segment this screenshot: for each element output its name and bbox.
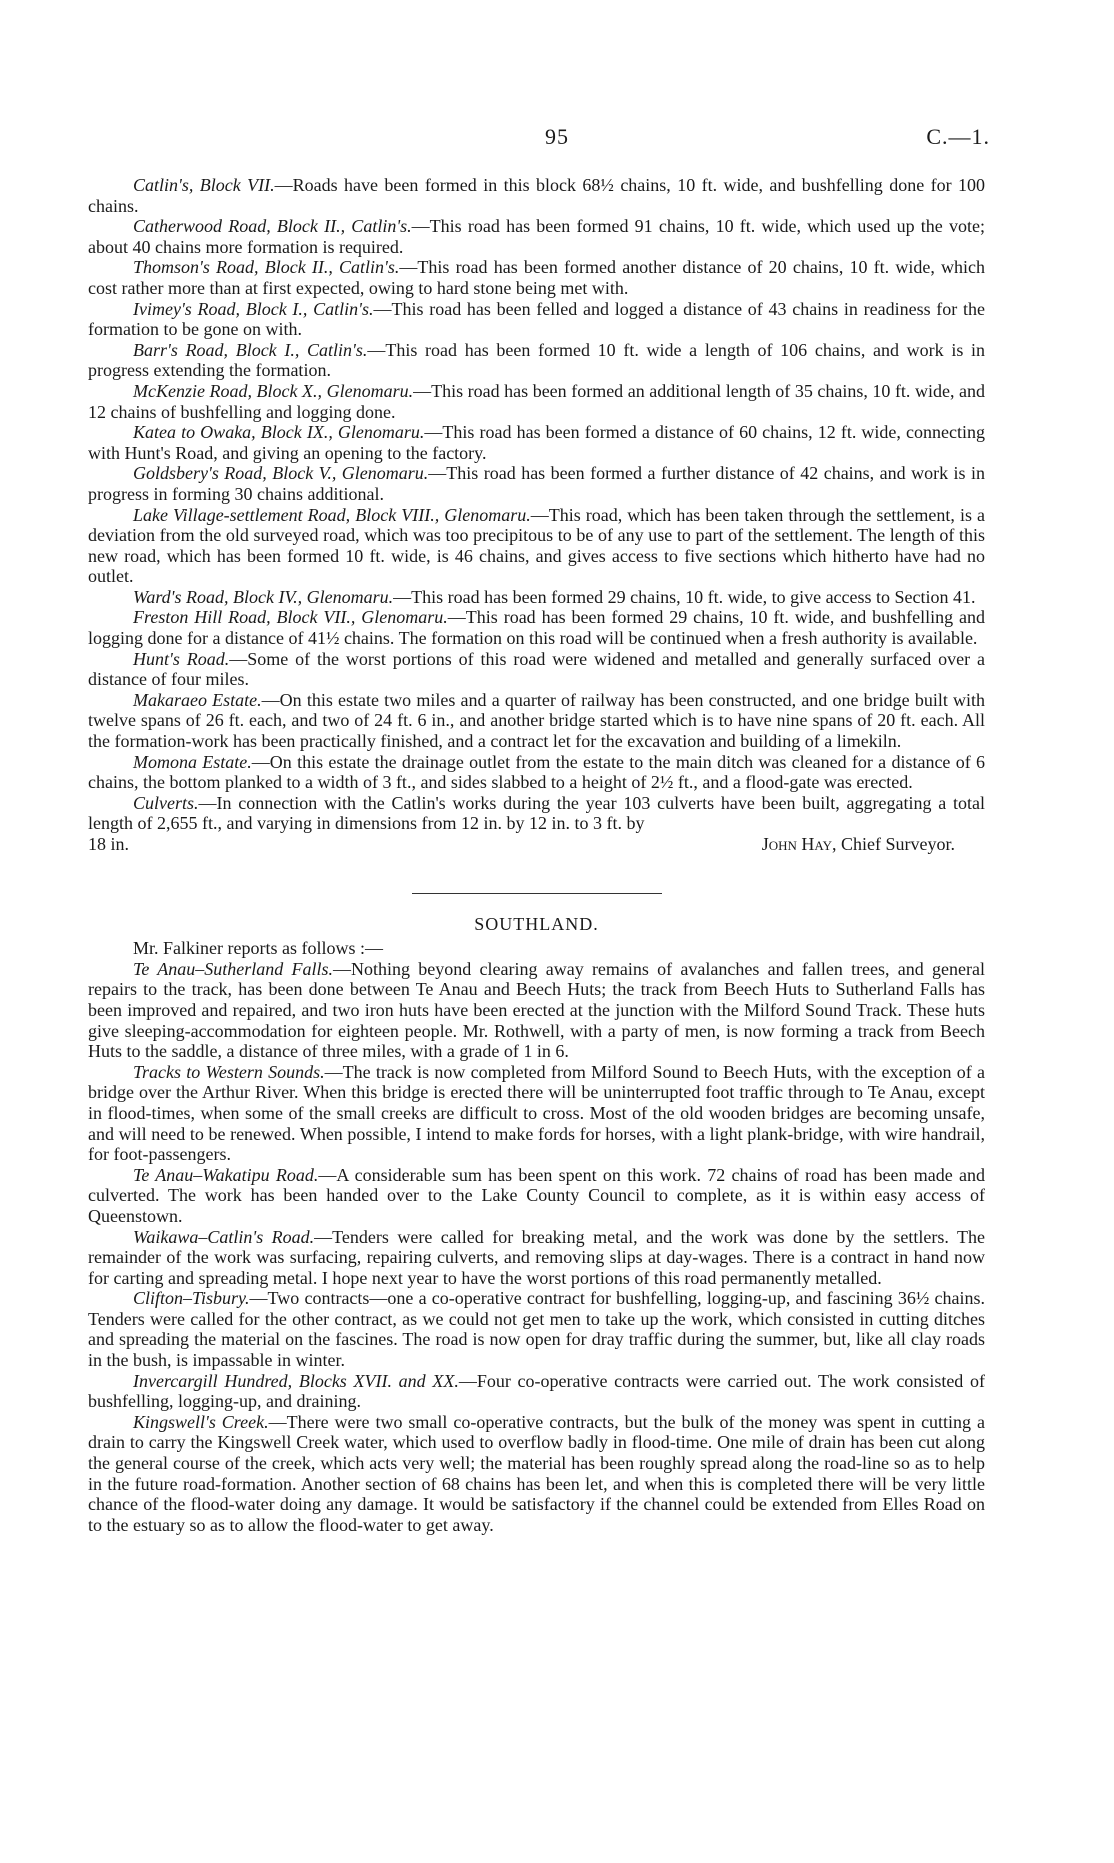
paragraph — [88, 649, 985, 690]
document-body — [88, 175, 985, 1535]
paragraph — [88, 422, 985, 463]
paragraph-text: —This road has been formed an additional length of 35 chains, 10 ft. wide, and 12 chains of bushfelling and logging done. — [88, 380, 985, 422]
signoff-signature — [762, 834, 985, 855]
paragraph-text: —Nothing beyond clearing away remains of avalanches and fallen trees, and general repairs to the track, has been done between Te Anau and Beech Huts; the track from Beech Huts to Sutherland Falls has been improved and repaired, and two iron huts have been erected at the junction with the Milford Sound Track. These huts give sleeping-accommodation for eighteen people. Mr. Rothwell, with a party of men, is now forming a track from Beech Huts to the saddle, a distance of three miles, with a grade of 1 in 6. — [88, 958, 985, 1062]
paragraph — [88, 959, 985, 1062]
paragraph-text: —This road has been formed 91 chains, 10 ft. wide, which used up the vote; about 40 chains more formation is required. — [88, 216, 985, 257]
paragraph-title: Culverts. — [133, 792, 199, 813]
paragraph-text: —The track is now completed from Milford Sound to Beech Huts, with the exception of a bridge over the Arthur River. When this bridge is erected there will be uninterrupted foot traffic through to Te Anau, except in flood-times, when some of the small creeks are difficult to cross. Most of the old wooden bridges are becoming unsafe, and will need to be renewed. When possible, I intend to make fords for horses, with a light plank-bridge, with wire handrail, for foot-passengers. — [88, 1061, 986, 1165]
paragraph-title: Catlin's, Block VII. — [133, 175, 275, 195]
paragraph-text: —Four co-operative contracts were carried out. The work consisted of bushfelling, logging-up, and draining. — [88, 1370, 985, 1412]
signoff-continuation: 18 in. — [88, 834, 130, 854]
paragraph-title: Makaraeo Estate. — [133, 689, 262, 710]
paragraph-title: Goldsbery's Road, Block V., Glenomaru. — [133, 463, 429, 484]
paragraph-text: —Roads have been formed in this block 68½ chains, 10 ft. wide, and bushfelling done for 100 chains. — [88, 175, 985, 216]
surveyor-role: , Chief Surveyor. — [832, 834, 955, 854]
paragraph-title: Te Anau–Wakatipu Road. — [133, 1164, 319, 1185]
paragraph-title: Freston Hill Road, Block VII., Glenomaru. — [133, 607, 448, 628]
section-intro: Mr. Falkiner reports as follows :— — [133, 938, 383, 959]
page-number: 95 — [545, 124, 569, 149]
paragraph-title: Hunt's Road. — [133, 648, 230, 669]
paragraph-title: Barr's Road, Block I., Catlin's. — [133, 339, 368, 360]
paragraph — [88, 257, 985, 298]
paragraph — [88, 175, 985, 216]
paragraph-text: —This road has been formed 10 ft. wide a length of 106 chains, and work is in progress extending the formation. — [88, 339, 985, 381]
paragraph — [88, 1227, 985, 1289]
paragraph-text: —This road has been formed 29 chains, 10 ft. wide, to give access to Section 41. — [393, 586, 976, 607]
paragraph — [88, 607, 985, 648]
paragraph-title: Waikawa–Catlin's Road. — [133, 1226, 315, 1247]
paragraph-text: —This road has been formed a distance of 60 chains, 12 ft. wide, connecting with Hunt's Road, and giving an opening to the factory. — [88, 422, 985, 463]
paragraph-title: Invercargill Hundred, Blocks XVII. and XX. — [133, 1370, 459, 1391]
signoff — [88, 834, 985, 855]
paragraph — [88, 752, 985, 793]
paragraph-text: —There were two small co-operative contracts, but the bulk of the money was spent in cutting a drain to carry the Kingswell Creek water, which used to overflow badly in flood-time. One mile of drain has been cut along the general course of the creek, which acts very well; the material has been roughly spread along the road-line so as to help in the future road-formation. Another section of 68 chains has been let, and when this is completed there will be very little chance of the flood-water doing any damage. It would be satisfactory if the channel could be extended from Elles Road on to the estuary so as to allow the flood-water to get away. — [88, 1411, 985, 1535]
paragraph — [88, 1412, 985, 1536]
paragraph — [88, 587, 985, 608]
paragraph — [88, 1371, 985, 1412]
paragraph-title: Catherwood Road, Block II., Catlin's. — [133, 216, 412, 237]
paragraph — [88, 463, 985, 504]
paragraph-title: McKenzie Road, Block X., Glenomaru. — [133, 380, 414, 401]
paragraph-text: —This road has been formed 29 chains, 10 ft. wide, and bushfelling and logging done for a distance of 41½ chains. The formation on this road will be continued when a fresh authority is available. — [88, 607, 986, 649]
paragraph — [88, 216, 985, 257]
catlins-section — [88, 175, 985, 834]
paragraph — [88, 1288, 985, 1370]
section-heading: SOUTHLAND. — [474, 913, 599, 934]
paragraph-text: —On this estate two miles and a quarter of railway has been constructed, and one bridge built with twelve spans of 26 ft. each, and two of 24 ft. 6 in., and another bridge started which is to have nine spans of 20 ft. each. All the formation-work has been practically finished, and a contract let for the excavation and building of a limekiln. — [88, 689, 985, 752]
paragraph-text: —This road, which has been taken through the settlement, is a deviation from the old surveyed road, which was too precipitous to be of any use to part of the settlement. The length of this new road, which has been formed 10 ft. wide, is 46 chains, and gives access to five sections which hitherto have had no outlet. — [88, 504, 985, 587]
paragraph-text: —In connection with the Catlin's works during the year 103 culverts have been built, aggregating a total length of 2,655 ft., and varying in dimensions from 12 in. by 12 in. to 3 ft. by — [88, 792, 985, 834]
paragraph-title: Te Anau–Sutherland Falls. — [133, 958, 334, 979]
paragraph-title: Momona Estate. — [133, 751, 252, 772]
paragraph-title: Ivimey's Road, Block I., Catlin's. — [133, 298, 374, 319]
paragraph-title: Katea to Owaka, Block IX., Glenomaru. — [133, 422, 425, 443]
paragraph-title: Lake Village-settlement Road, Block VIII., Glenomaru. — [133, 504, 531, 525]
southland-section — [88, 959, 985, 1536]
paragraph-title: Ward's Road, Block IV., Glenomaru. — [133, 586, 394, 607]
paragraph-text: —On this estate the drainage outlet from the estate to the main ditch was cleaned for a distance of 6 chains, the bottom planked to a width of 3 ft., and sides slabbed to a height of 2½ ft., and a flood-gate was erected. — [88, 751, 985, 793]
paragraph-title: Kingswell's Creek. — [133, 1411, 269, 1432]
paragraph — [88, 793, 985, 834]
paragraph — [88, 299, 985, 340]
paragraph-text: —A considerable sum has been spent on this work. 72 chains of road has been made and culverted. The work has been handed over to the Lake County Council to complete, as it is within easy access of Queenstown. — [88, 1164, 985, 1226]
page-reference: C.—1. — [926, 124, 990, 149]
paragraph-text: —This road has been formed a further distance of 42 chains, and work is in progress in forming 30 chains additional. — [88, 463, 985, 504]
paragraph — [88, 1062, 985, 1165]
paragraph — [88, 340, 985, 381]
paragraph-text: —This road has been formed another distance of 20 chains, 10 ft. wide, which cost rather more than at first expected, owing to hard stone being met with. — [88, 257, 985, 298]
surveyor-name: John Hay — [761, 834, 832, 854]
paragraph-title: Thomson's Road, Block II., Catlin's. — [133, 257, 400, 278]
paragraph-text: —Two contracts—one a co-operative contract for bushfelling, logging-up, and fascining 36½ chains. Tenders were called for the other contract, as we could not get men to take up the work, which consisted in cutting ditches and spreading the material on the fascines. The road is now open for dray traffic during the summer, but, like all clay roads in the bush, is impassable in winter. — [88, 1288, 985, 1371]
paragraph — [88, 381, 985, 422]
paragraph-title: Clifton–Tisbury. — [133, 1288, 250, 1309]
paragraph-text: —Some of the worst portions of this road were widened and metalled and generally surfaced over a distance of four miles. — [88, 648, 985, 690]
paragraph-text: —This road has been felled and logged a distance of 43 chains in readiness for the formation to be gone on with. — [88, 298, 985, 340]
paragraph-text: —Tenders were called for breaking metal, and the work was done by the settlers. The remainder of the work was surfacing, repairing culverts, and removing slips at day-wages. There is a contract in hand now for carting and spreading metal. I hope next year to have the worst portions of this road permanently metalled. — [88, 1226, 985, 1288]
paragraph — [88, 1165, 985, 1227]
section-divider — [412, 893, 662, 894]
paragraph-title: Tracks to Western Sounds. — [133, 1061, 325, 1082]
paragraph — [88, 505, 985, 587]
paragraph — [88, 690, 985, 752]
